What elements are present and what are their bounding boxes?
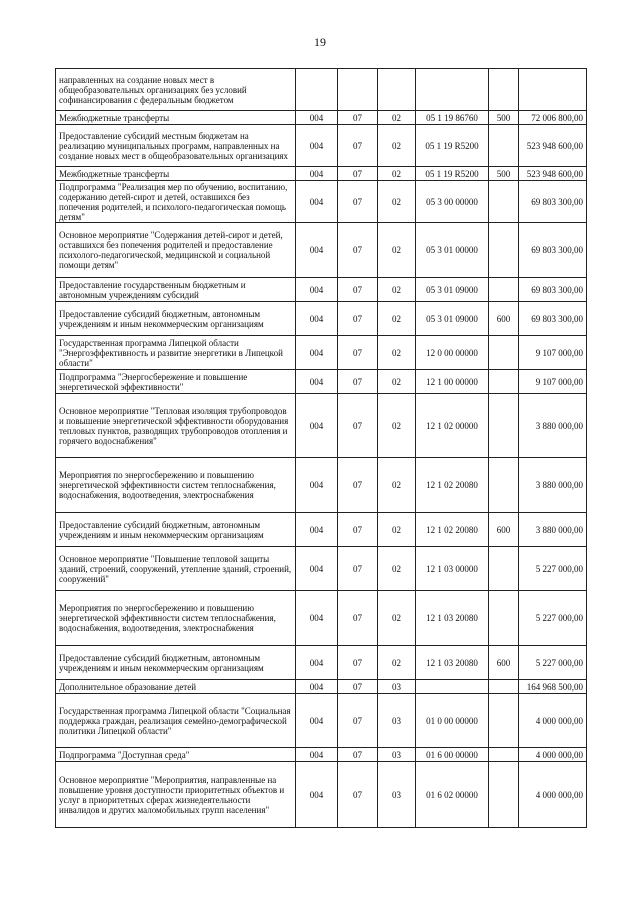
row-section-code: 07 xyxy=(338,125,378,167)
row-target-code: 05 3 01 09000 xyxy=(416,302,489,336)
row-ministry-code xyxy=(296,69,338,111)
row-amount: 4 000 000,00 xyxy=(519,748,587,762)
row-target-code: 01 6 02 00000 xyxy=(416,762,489,828)
row-name: Основное мероприятие "Повышение тепловой защиты зданий, строений, сооружений, утепление зданий, строений, сооружений" xyxy=(56,547,296,591)
row-ministry-code: 004 xyxy=(296,278,338,302)
row-name: Подпрограмма "Реализация мер по обучению, воспитанию, содержанию детей-сирот и детей, оставшихся без попечения родителей, и психолого-педагогическая помощь детям" xyxy=(56,181,296,223)
row-target-code: 05 1 19 86760 xyxy=(416,111,489,125)
row-expense-type xyxy=(489,394,519,458)
row-name: Дополнительное образование детей xyxy=(56,680,296,694)
row-target-code: 01 6 00 00000 xyxy=(416,748,489,762)
row-name: направленных на создание новых мест в общеобразовательных организациях без условий софинансирования с федеральным бюджетом xyxy=(56,69,296,111)
row-target-code: 12 1 03 20080 xyxy=(416,646,489,680)
row-subsection-code xyxy=(378,69,416,111)
row-target-code: 05 3 01 09000 xyxy=(416,278,489,302)
row-ministry-code: 004 xyxy=(296,181,338,223)
row-name: Предоставление субсидий бюджетным, автономным учреждениям и иным некоммерческим организациям xyxy=(56,513,296,547)
row-section-code: 07 xyxy=(338,513,378,547)
row-target-code xyxy=(416,680,489,694)
table-row xyxy=(56,458,587,513)
row-ministry-code: 004 xyxy=(296,694,338,748)
row-ministry-code: 004 xyxy=(296,680,338,694)
row-target-code: 05 3 01 00000 xyxy=(416,223,489,278)
table-row xyxy=(56,278,587,302)
row-ministry-code: 004 xyxy=(296,762,338,828)
row-amount: 164 968 500,00 xyxy=(519,680,587,694)
row-section-code: 07 xyxy=(338,111,378,125)
row-section-code: 07 xyxy=(338,370,378,394)
row-expense-type: 500 xyxy=(489,167,519,181)
row-ministry-code: 004 xyxy=(296,748,338,762)
table-row xyxy=(56,223,587,278)
row-target-code: 05 3 00 00000 xyxy=(416,181,489,223)
row-section-code: 07 xyxy=(338,646,378,680)
row-subsection-code: 02 xyxy=(378,336,416,370)
row-name: Межбюджетные трансферты xyxy=(56,111,296,125)
row-ministry-code: 004 xyxy=(296,370,338,394)
table-row xyxy=(56,167,587,181)
row-name: Мероприятия по энергосбережению и повышению энергетической эффективности систем теплоснабжения, водоснабжения, водоотведения, электроснабжения xyxy=(56,591,296,646)
row-amount: 3 880 000,00 xyxy=(519,394,587,458)
row-target-code: 05 1 19 R5200 xyxy=(416,167,489,181)
row-section-code: 07 xyxy=(338,694,378,748)
row-ministry-code: 004 xyxy=(296,167,338,181)
row-ministry-code: 004 xyxy=(296,394,338,458)
row-subsection-code: 02 xyxy=(378,370,416,394)
row-ministry-code: 004 xyxy=(296,591,338,646)
row-section-code: 07 xyxy=(338,762,378,828)
table-row xyxy=(56,336,587,370)
row-section-code: 07 xyxy=(338,458,378,513)
row-expense-type xyxy=(489,694,519,748)
row-name: Основное мероприятие "Мероприятия, направленные на повышение уровня доступности приоритетных объектов и услуг в приоритетных сферах жизнедеятельности инвалидов и других маломобильных групп населения" xyxy=(56,762,296,828)
row-amount: 69 803 300,00 xyxy=(519,302,587,336)
row-name: Государственная программа Липецкой области "Энергоэффективность и развитие энергетики в Липецкой области" xyxy=(56,336,296,370)
row-target-code: 12 1 00 00000 xyxy=(416,370,489,394)
row-expense-type: 600 xyxy=(489,302,519,336)
row-amount xyxy=(519,69,587,111)
row-ministry-code: 004 xyxy=(296,111,338,125)
row-target-code: 12 1 03 20080 xyxy=(416,591,489,646)
row-section-code: 07 xyxy=(338,748,378,762)
table-row xyxy=(56,646,587,680)
row-subsection-code: 02 xyxy=(378,223,416,278)
budget-table xyxy=(55,68,587,828)
row-subsection-code: 02 xyxy=(378,513,416,547)
row-section-code: 07 xyxy=(338,302,378,336)
row-name: Подпрограмма "Доступная среда" xyxy=(56,748,296,762)
row-expense-type xyxy=(489,223,519,278)
table-row xyxy=(56,762,587,828)
row-amount: 72 006 800,00 xyxy=(519,111,587,125)
row-subsection-code: 02 xyxy=(378,646,416,680)
row-section-code xyxy=(338,69,378,111)
row-section-code: 07 xyxy=(338,167,378,181)
row-name: Предоставление субсидий бюджетным, автономным учреждениям и иным некоммерческим организациям xyxy=(56,302,296,336)
row-subsection-code: 02 xyxy=(378,394,416,458)
row-amount: 5 227 000,00 xyxy=(519,646,587,680)
row-expense-type xyxy=(489,680,519,694)
table-row xyxy=(56,302,587,336)
row-amount: 4 000 000,00 xyxy=(519,762,587,828)
row-expense-type: 600 xyxy=(489,646,519,680)
row-amount: 3 880 000,00 xyxy=(519,458,587,513)
row-amount: 3 880 000,00 xyxy=(519,513,587,547)
row-amount: 5 227 000,00 xyxy=(519,591,587,646)
page-number: 19 xyxy=(314,35,326,49)
row-target-code: 05 1 19 R5200 xyxy=(416,125,489,167)
row-ministry-code: 004 xyxy=(296,646,338,680)
row-subsection-code: 02 xyxy=(378,458,416,513)
table-row xyxy=(56,394,587,458)
row-expense-type xyxy=(489,69,519,111)
row-amount: 9 107 000,00 xyxy=(519,336,587,370)
row-expense-type xyxy=(489,591,519,646)
row-name: Государственная программа Липецкой области "Социальная поддержка граждан, реализация семейно-демографической политики Липецкой области" xyxy=(56,694,296,748)
row-target-code xyxy=(416,69,489,111)
row-subsection-code: 03 xyxy=(378,762,416,828)
row-ministry-code: 004 xyxy=(296,513,338,547)
table-row xyxy=(56,680,587,694)
table-row xyxy=(56,111,587,125)
row-amount: 69 803 300,00 xyxy=(519,223,587,278)
row-name: Подпрограмма "Энергосбережение и повышение энергетической эффективности" xyxy=(56,370,296,394)
row-section-code: 07 xyxy=(338,591,378,646)
row-section-code: 07 xyxy=(338,680,378,694)
table-row xyxy=(56,513,587,547)
table-row xyxy=(56,125,587,167)
row-expense-type xyxy=(489,336,519,370)
row-target-code: 12 1 03 00000 xyxy=(416,547,489,591)
row-expense-type xyxy=(489,748,519,762)
row-ministry-code: 004 xyxy=(296,223,338,278)
row-ministry-code: 004 xyxy=(296,547,338,591)
row-expense-type xyxy=(489,762,519,828)
row-expense-type: 600 xyxy=(489,513,519,547)
row-subsection-code: 03 xyxy=(378,694,416,748)
row-amount: 523 948 600,00 xyxy=(519,167,587,181)
row-subsection-code: 03 xyxy=(378,680,416,694)
row-target-code: 01 0 00 00000 xyxy=(416,694,489,748)
row-ministry-code: 004 xyxy=(296,458,338,513)
row-subsection-code: 02 xyxy=(378,111,416,125)
table-row xyxy=(56,748,587,762)
row-name: Предоставление субсидий местным бюджетам на реализацию муниципальных программ, направленных на создание новых мест в общеобразовательных организациях xyxy=(56,125,296,167)
row-amount: 523 948 600,00 xyxy=(519,125,587,167)
row-subsection-code: 02 xyxy=(378,181,416,223)
row-target-code: 12 0 00 00000 xyxy=(416,336,489,370)
row-ministry-code: 004 xyxy=(296,302,338,336)
row-name: Мероприятия по энергосбережению и повышению энергетической эффективности систем теплоснабжения, водоснабжения, водоотведения, электроснабжения xyxy=(56,458,296,513)
row-subsection-code: 02 xyxy=(378,302,416,336)
row-name: Основное мероприятие "Содержания детей-сирот и детей, оставшихся без попечения родителей и предоставление психолого-педагогической, медицинской и социальной помощи детям" xyxy=(56,223,296,278)
row-target-code: 12 1 02 20080 xyxy=(416,458,489,513)
table-row xyxy=(56,181,587,223)
table-row xyxy=(56,547,587,591)
row-amount: 4 000 000,00 xyxy=(519,694,587,748)
row-expense-type xyxy=(489,458,519,513)
row-section-code: 07 xyxy=(338,394,378,458)
row-ministry-code: 004 xyxy=(296,336,338,370)
row-amount: 69 803 300,00 xyxy=(519,278,587,302)
row-section-code: 07 xyxy=(338,181,378,223)
row-subsection-code: 02 xyxy=(378,591,416,646)
table-row xyxy=(56,694,587,748)
row-expense-type: 500 xyxy=(489,111,519,125)
row-expense-type xyxy=(489,125,519,167)
row-subsection-code: 02 xyxy=(378,167,416,181)
row-expense-type xyxy=(489,547,519,591)
row-ministry-code: 004 xyxy=(296,125,338,167)
row-section-code: 07 xyxy=(338,278,378,302)
row-name: Основное мероприятие "Тепловая изоляция трубопроводов и повышение энергетической эффективности оборудования тепловых пунктов, разводящих трубопроводов отопления и горячего водоснабжения" xyxy=(56,394,296,458)
row-expense-type xyxy=(489,278,519,302)
row-subsection-code: 02 xyxy=(378,125,416,167)
table-row xyxy=(56,370,587,394)
row-subsection-code: 03 xyxy=(378,748,416,762)
row-target-code: 12 1 02 00000 xyxy=(416,394,489,458)
row-name: Предоставление субсидий бюджетным, автономным учреждениям и иным некоммерческим организациям xyxy=(56,646,296,680)
row-expense-type xyxy=(489,370,519,394)
row-subsection-code: 02 xyxy=(378,278,416,302)
row-expense-type xyxy=(489,181,519,223)
row-target-code: 12 1 02 20080 xyxy=(416,513,489,547)
row-subsection-code: 02 xyxy=(378,547,416,591)
row-amount: 9 107 000,00 xyxy=(519,370,587,394)
row-section-code: 07 xyxy=(338,336,378,370)
table-row xyxy=(56,591,587,646)
row-name: Предоставление государственным бюджетным и автономным учреждениям субсидий xyxy=(56,278,296,302)
table-row xyxy=(56,69,587,111)
row-section-code: 07 xyxy=(338,223,378,278)
row-name: Межбюджетные трансферты xyxy=(56,167,296,181)
row-amount: 69 803 300,00 xyxy=(519,181,587,223)
row-amount: 5 227 000,00 xyxy=(519,547,587,591)
row-section-code: 07 xyxy=(338,547,378,591)
